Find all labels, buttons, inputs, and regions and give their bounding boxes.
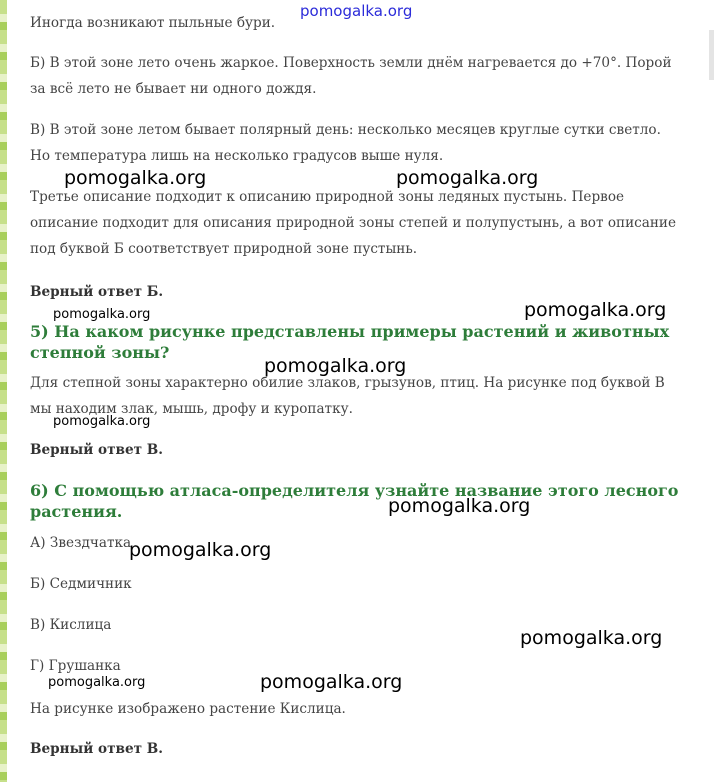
option-a: А) Звездчатка [30,535,132,551]
explanation-paragraph: Третье описание подходит к описанию природной зоны ледяных пустынь. Первое описание подходит для описания природной зоны степей и полупустынь, а вот описание под буквой Б соответствует природной зоне пустынь. [30,189,677,257]
left-decorative-border [0,0,7,782]
answer-line: Верный ответ Б. [30,284,164,300]
option-v-description: В) В этой зоне летом бывает полярный день: несколько месяцев круглые сутки светло. Но температура лишь на несколько градусов выше нуля. [30,122,661,164]
watermark: pomogalka.org [396,167,539,189]
question-6-text: На рисунке изображено растение Кислица. [30,701,346,717]
option-v: В) Кислица [30,617,112,633]
watermark: pomogalka.org [48,675,146,690]
watermark: pomogalka.org [520,627,663,649]
question-5-heading: 5) На каком рисунке представлены примеры растений и животных степной зоны? [30,322,670,362]
question-5-text: Для степной зоны характерно обилие злаков, грызунов, птиц. На рисунке под буквой В мы находим злак, мышь, дрофу и куропатку. [30,375,665,417]
watermark: pomogalka.org [53,414,151,429]
watermark: pomogalka.org [53,307,151,322]
watermark: pomogalka.org [524,299,667,321]
answer-line: Верный ответ В. [30,442,163,458]
option-b-description: Б) В этой зоне лето очень жаркое. Поверхность земли днём нагревается до +70°. Порой за всё лето не бывает ни одного дождя. [30,55,672,97]
option-b: Б) Седмичник [30,576,132,592]
option-g: Г) Грушанка [30,658,121,674]
watermark: pomogalka.org [64,167,207,189]
watermark: pomogalka.org [300,2,413,20]
scrollbar[interactable] [701,0,714,782]
watermark: pomogalka.org [264,355,407,377]
partial-line: Иногда возникают пыльные бури. [30,15,276,31]
question-6-heading: 6) С помощью атласа-определителя узнайте название этого лесного растения. [30,481,679,521]
scrollbar-thumb[interactable] [709,30,714,80]
answer-line: Верный ответ В. [30,741,163,757]
watermark: pomogalka.org [260,671,403,693]
watermark: pomogalka.org [129,539,272,561]
watermark: pomogalka.org [388,495,531,517]
